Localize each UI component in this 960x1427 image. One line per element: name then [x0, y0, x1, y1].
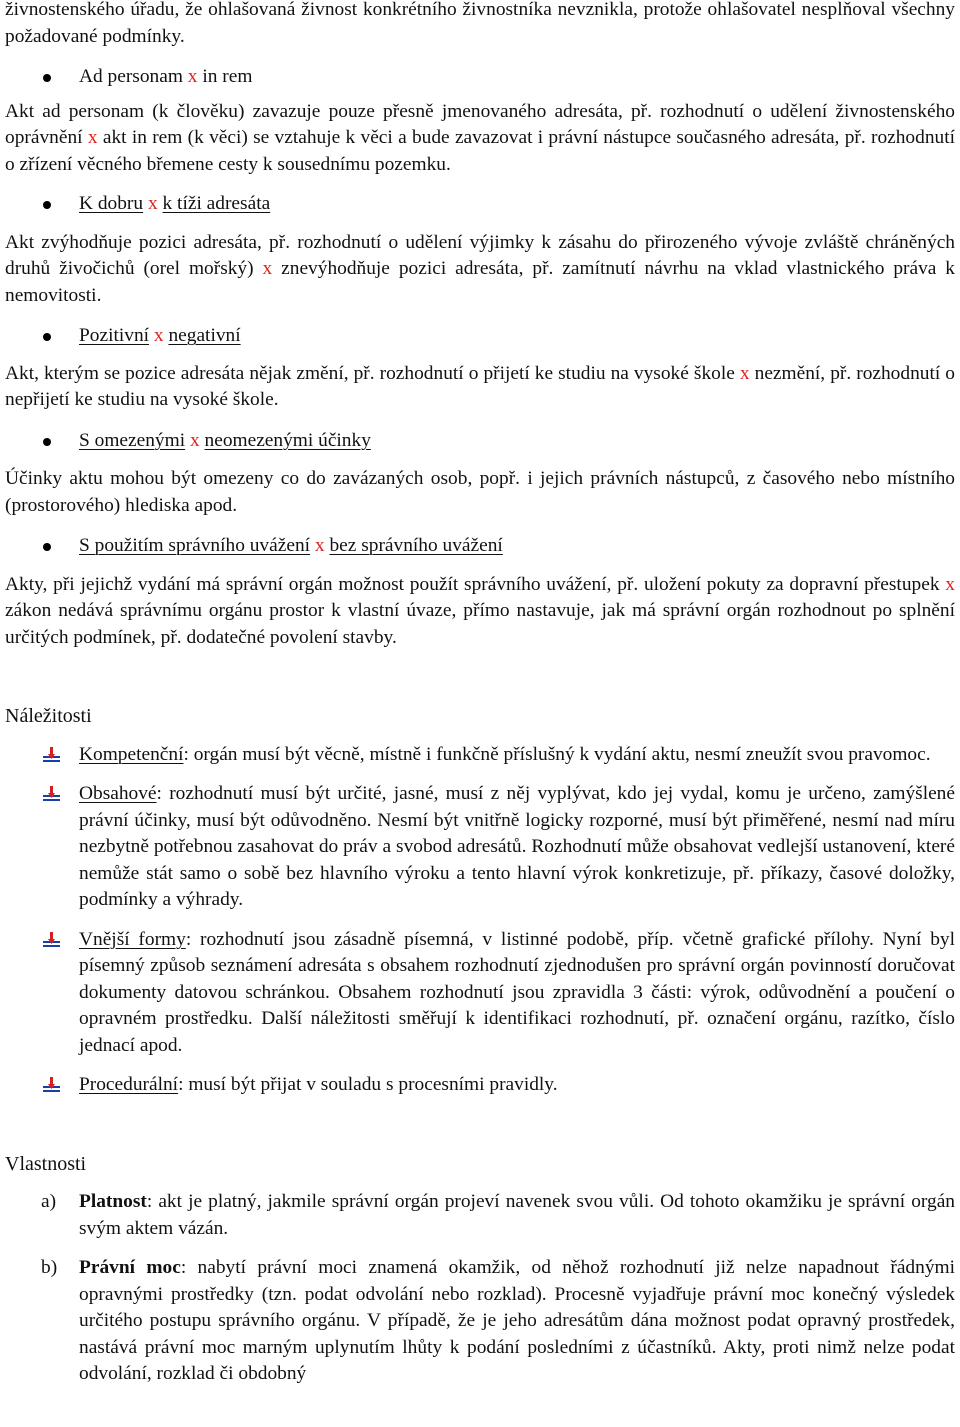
text-before: Akt zvýhodňuje pozici adresáta, př. rozhodnutí o udělení výjimky k zásahu do přirozeného vývoje zvláště chráněných druhů živočichů (orel mořský)	[5, 231, 955, 279]
nalezitost-item	[5, 927, 955, 1060]
text-after: akt in rem (k věci) se vztahuje k věci a bude zavazovat i právní nástupce současného adresáta, př. rozhodnutí o zřízení věcného břemene cesty k sousednímu pozemku.	[5, 127, 955, 175]
bullet-paragraph-k-dobru	[5, 230, 955, 310]
item-text: : akt je platný, jakmile správní orgán projeví navenek svou vůli. Od tohoto okamžiku je správní orgán svým aktem vázán.	[79, 1191, 955, 1239]
nalezitosti-list	[5, 742, 955, 1099]
term-a: K dobru	[79, 193, 144, 214]
document-page	[5, 0, 955, 1388]
term-a: Pozitivní	[79, 325, 150, 346]
bullet-paragraph-s-omezenymi	[5, 466, 955, 519]
bullet-heading-s-omezenymi	[5, 428, 955, 455]
item-term: Procedurální	[79, 1074, 179, 1095]
bullet-dot-icon	[43, 74, 51, 82]
nalezitost-item	[5, 1072, 955, 1099]
section-heading-vlastnosti: Vlastnosti	[5, 1152, 87, 1175]
text-after: zákon nedává správnímu orgánu prostor k vlastní úvaze, přímo nastavuje, jak má správní orgán rozhodnout po splnění určitých podmínek, př. dodatečné povolení stavby.	[5, 600, 955, 648]
separator-x: x	[945, 573, 955, 595]
arrow-bullet-icon	[42, 784, 62, 804]
bullet-heading-pozitivni	[5, 323, 955, 350]
vlastnost-item	[5, 1255, 955, 1388]
arrow-bullet-icon	[42, 930, 62, 950]
intro-paragraph: živnostenského úřadu, že ohlašovaná živnost konkrétního živnostníka nevznikla, protože ohlašovatel nesplňoval všechny požadované podmínky.	[5, 0, 955, 47]
item-text: : musí být přijat v souladu s procesními pravidly.	[178, 1074, 558, 1095]
separator-x: x	[314, 535, 325, 556]
item-text: : orgán musí být věcně, místně i funkčně příslušný k vydání aktu, nesmí zneužít svou pravomoc.	[183, 743, 931, 765]
bullet-heading-ad-personam	[5, 64, 955, 91]
bullet-heading-k-dobru	[5, 191, 955, 218]
item-term: Obsahové	[79, 783, 157, 804]
bullet-dot-icon	[43, 543, 51, 551]
separator-x: x	[739, 362, 750, 384]
bullet-dot-icon	[43, 438, 51, 446]
item-term: Kompetenční	[79, 743, 184, 765]
term-b: k tíži adresáta	[162, 193, 271, 214]
term-b: in rem	[202, 66, 253, 87]
term-b: bez správního uvážení	[329, 535, 503, 556]
term-b: negativní	[168, 325, 241, 346]
vlastnost-item	[5, 1189, 955, 1242]
item-term: Vnější formy	[79, 928, 186, 950]
section-heading-nalezitosti: Náležitosti	[5, 705, 92, 727]
arrow-bullet-icon	[42, 1075, 62, 1095]
text-after: nezmění, př. rozhodnutí o nepřijetí ke studiu na vysoké škole.	[5, 362, 955, 410]
separator-x: x	[187, 66, 198, 87]
term-b: neomezenými účinky	[204, 429, 371, 451]
separator-x: x	[147, 193, 158, 214]
term-a: S omezenými	[79, 429, 186, 451]
term-a: Ad personam	[79, 66, 183, 87]
term-a: S použitím správního uvážení	[79, 535, 311, 556]
separator-x: x	[189, 429, 200, 451]
nalezitost-item	[5, 781, 955, 914]
item-marker: b)	[41, 1257, 58, 1278]
item-marker: a)	[41, 1191, 57, 1212]
vlastnosti-list	[5, 1189, 955, 1388]
item-term: Platnost	[79, 1191, 147, 1212]
separator-x: x	[262, 258, 273, 279]
item-text: : rozhodnutí musí být určité, jasné, musí z něj vyplývat, kdo jej vydal, komu je určeno, zamýšlené právní účinky, musí být odůvodněno. Nesmí být vnitřně logicky rozporné, musí být přiměřené, nesmí nad míru nezbytně potřebnou zasahovat do práv a svobod adresátů. Rozhodnutí může obsahovat vedlejší ustanovení, které nemůže stát samo o sobě bez hlavního výroku a tento hlavní výrok konkretizuje, př. příkazy, časové doložky, podmínky a výhrady.	[79, 783, 955, 910]
text-before: Akt ad personam (k člověku) zavazuje pouze přesně jmenovaného adresáta, př. rozhodnutí o udělení živnostenského oprávnění	[5, 100, 955, 148]
text-after: znevýhodňuje pozici adresáta, př. zamítnutí návrhu na vklad vlastnického práva k nemovitosti.	[5, 258, 955, 306]
bullet-paragraph-spravni-uvazeni	[5, 572, 955, 652]
bullet-dot-icon	[43, 333, 51, 341]
separator-x: x	[153, 325, 164, 346]
arrow-bullet-icon	[42, 745, 62, 765]
item-text: : nabytí právní moci znamená okamžik, od něhož rozhodnutí již nelze napadnout řádnými opravnými prostředky (tzn. podat odvolání nebo rozklad). Procesně vyjadřuje právní moc konečný výsledek určitého postupu správního orgánu. V případě, že je jeho adresátům dána možnost podat opravný prostředek, nastává právní moc marným uplynutím lhůty k podání posledními z účastníků. Akty, proti nimž nelze podat odvolání, rozklad či obdobný	[79, 1257, 955, 1384]
bullet-heading-spravni-uvazeni	[5, 533, 955, 560]
text-before: Akty, při jejichž vydání má správní orgán možnost použít správního uvážení, př. uložení pokuty za dopravní přestupek	[5, 573, 940, 595]
nalezitost-item	[5, 742, 955, 769]
item-term: Právní moc	[79, 1257, 181, 1278]
text-before: Akt, kterým se pozice adresáta nějak změní, př. rozhodnutí o přijetí ke studiu na vysoké škole	[5, 362, 735, 384]
bullet-paragraph-pozitivni	[5, 361, 955, 414]
separator-x: x	[87, 127, 98, 148]
bullet-paragraph-ad-personam	[5, 99, 955, 179]
text-before: Účinky aktu mohou být omezeny co do zavázaných osob, popř. i jejich právních nástupců, z časového nebo místního (prostorového) hlediska apod.	[5, 468, 955, 516]
item-text: : rozhodnutí jsou zásadně písemná, v listinné podobě, příp. včetně grafické přílohy. Nyní byl písemný způsob seznámení adresáta s obsahem rozhodnutí zjednodušen pro správní orgán povinností doručovat dokumenty datovou schránkou. Obsahem rozhodnutí jsou zpravidla 3 části: výrok, odůvodnění a poučení o opravném prostředku. Další náležitosti směřují k identifikaci rozhodnutí, př. označení orgánu, razítko, číslo jednací apod.	[79, 928, 955, 1056]
bullet-dot-icon	[43, 201, 51, 209]
